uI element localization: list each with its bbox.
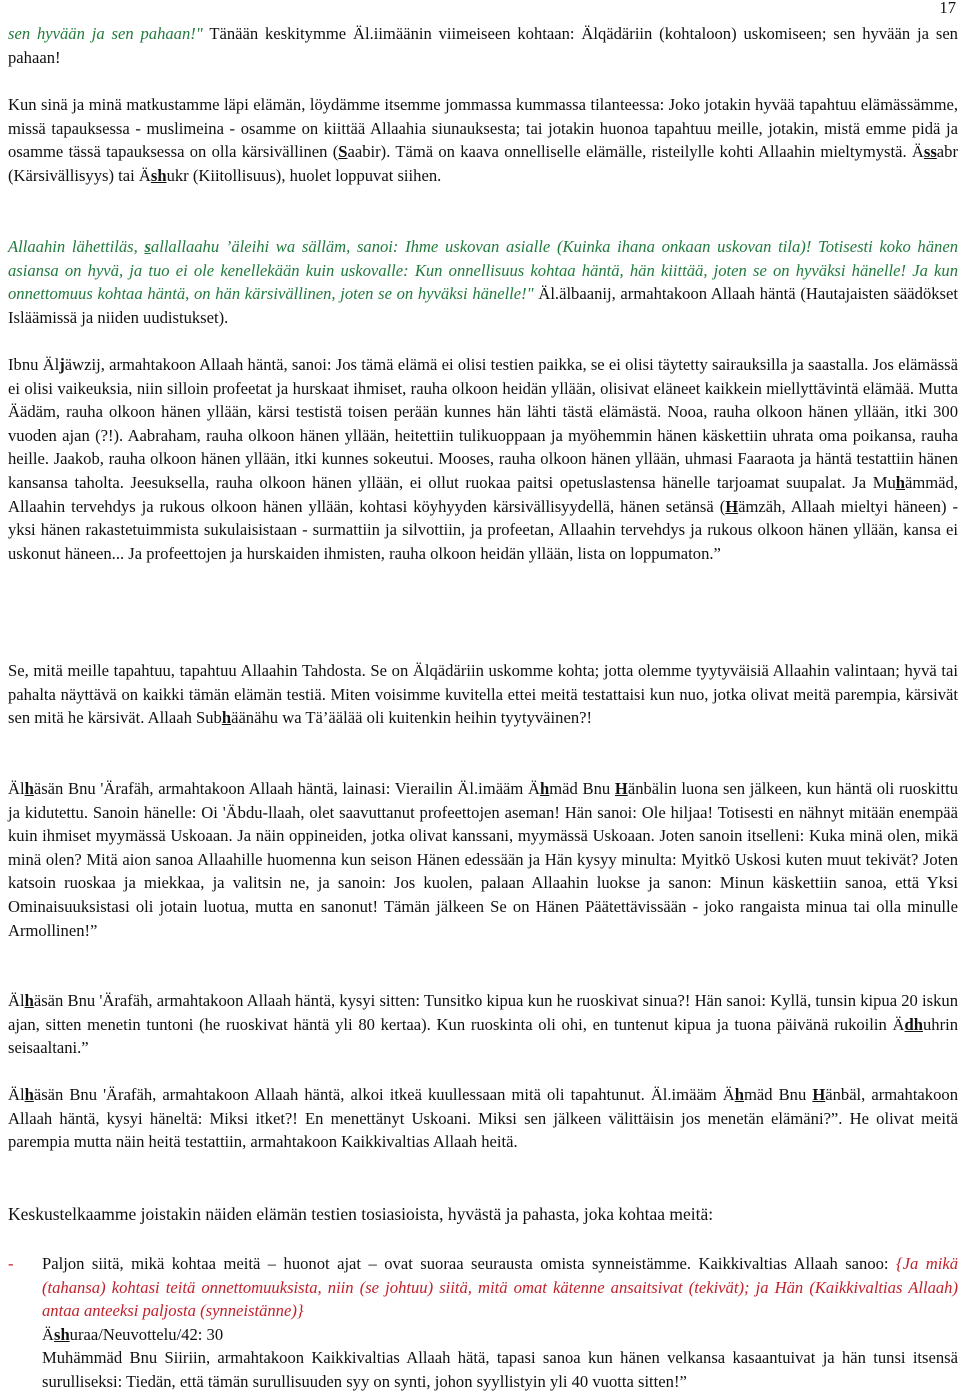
text: Äl.älbaanij, armahtakoon Allaah häntä (Hautajaisten säädökset Isläämissä ja niiden uudistukset). (8, 284, 958, 327)
text: äänähu wa Tä’äälää oli kuitenkin heihin tyytyväinen?! (231, 708, 593, 728)
text: mäd Bnu (743, 1085, 813, 1104)
underlined-letter: H (614, 779, 628, 798)
text: äwzij, armahtakoon Allaah häntä, sanoi: Jos tämä elämä ei olisi testien paikka, se ei olisi täytetty sairauksilla ja saastalla. Jos elämässä ei olisi vaikeuksia, niin silloin profeetat ja hurskaat ihmiset, rauha olkoon heidän yllään, olisivat eläneet kaikkein miellyttävintä elämää. Mutta Äädäm, rauha olkoon hänen yllään, kärsi testistä toisen perään kunnes hän lähti tästä elämästä. Nooa, rauha olkoon hänen yllään, itki 300 vuoden ajan (?!). Aabraham, rauha olkoon hänen yllään, heitettiin tulikuoppaan ja myöhemmin hänen käskettiin uhrata oma poikansa, rauha heille. Jaakob, rauha olkoon hänen yllään, itki kunnes sokeutui. Mooses, rauha olkoon hänen yllään, uhmasi Faaraota ja häntä testattiin hänen kansansa taholta. Jeesuksella, rauha olkoon hänen yllään, ei ollut ruokaa paitsi opetuslastensa hänelle tarjoamat suupalat. Ja Mu (8, 355, 958, 492)
underlined-letter: h (221, 708, 232, 728)
text: änbälin luona sen jälkeen, kun häntä oli ruoskittu ja kidutettu. Sanoin hänelle: Oi 'Äbdu-llaah, olet saavuttanut profeettojen aseman! Hän sanoi: Ole hiljaa! Totisesti en nähnyt mitään enempää kuin ihmiset myymässä Uskoaan. Ja näin oppineiden, jotka olivat kanssani, myymässä Uskoaan. Joten sanoin itselleni: Kuka minä olen, mikä minä olen? Mitä aion sanoa Allaahille huomenna kun seison Hänen edessään ja Hän kysyy minulta: Myitkö Uskosi kuten muut tekivät? Joten katsoin ruoskaa ja miekkaa, ja valitsin ne, ja sanoin: Jos kuolen, palaan Allaahin luokse ja sanon: Minun käskettiin sanoa, että Yksi Ominaisuuksistasi oli jotain luotua, mutta en sanonut! Tämän jälkeen Se on Hänen Päätettävissään - joko rangaista minua tai olla minulle Armollinen!” (8, 779, 958, 940)
underlined-letter: h (540, 779, 550, 798)
text: Äl (8, 1085, 25, 1104)
hadith-quote: Allaahin lähettiläs, (8, 237, 145, 256)
underlined-letter: H (725, 496, 739, 516)
underlined-letter: j (59, 355, 65, 374)
text: Ibnu Äl (8, 355, 60, 374)
underlined-letter: h (734, 1085, 744, 1104)
underlined-letter: h (24, 991, 34, 1010)
text: Ä (42, 1324, 54, 1344)
paragraph-5 (8, 777, 958, 942)
quote-end: sen hyvään ja sen pahaan!" (8, 24, 203, 43)
paragraph-8: Keskustelkaamme joistakin näiden elämän testien tosiasioista, hyvästä ja pahasta, joka kohtaa meitä: (8, 1204, 714, 1224)
paragraph-2 (8, 235, 958, 329)
text: uhrin seisaaltani.” (8, 1014, 958, 1058)
list-item-body (42, 1252, 958, 1394)
paragraph-3 (8, 353, 958, 565)
text: Paljon siitä, mikä kohtaa meitä – huonot ajat – ovat suoraa seurausta omista synneistämme. Kaikkivaltias Allaah sanoo: (42, 1254, 896, 1273)
text: Se, mitä meille tapahtuu, tapahtuu Allaahin Tahdosta. Se on Älqädäriin uskomme kohta; jotta olemme tyytyväisiä Allaahin valintaan; hyvä tai pahalta näyttävä on kaikki tämän elämän testiä. Miten voisimme kuvitella ettei meitä testattaisi kun nuo, jotka olivat meitä parempia, kärsivät sen mitä he kärsivät. Allaah Sub (8, 661, 958, 728)
bullet-list (8, 1252, 958, 1394)
text: äsän Bnu 'Ärafäh, armahtakoon Allaah häntä, lainasi: Vierailin Äl.imääm Ä (33, 779, 541, 798)
list-item (8, 1252, 958, 1394)
underlined-letter: S (338, 142, 348, 162)
page-number: 17 (939, 0, 956, 17)
underlined-letter: dh (904, 1014, 923, 1034)
underlined-letter: sh (150, 165, 167, 185)
paragraph-4 (8, 659, 958, 730)
text: Tänään keskitymme Äl.iimäänin viimeiseen kohtaan: Älqädäriin (kohtaloon) uskomiseen; sen hyvään ja sen pahaan! (8, 24, 958, 67)
text: Äl (8, 991, 25, 1010)
text: ämzäh, Allaah mieltyi häneen) - yksi hänen rakastetuimmista sukulaisistaan - surmattiin ja silvottiin, ja profeetan, Allaahin tervehdys ja rukous olkoon hänen yllään, kansa ei uskonut häneen... Ja profeettojen ja hurskaiden ihmisten, rauha olkoon heidän yllään, lista on loppumaton.” (8, 496, 958, 563)
paragraph-1 (8, 93, 958, 187)
text: abr (Kärsivällisyys) tai Ä (8, 142, 958, 185)
hadith-quote: allallaahu ’äleihi wa sälläm, sanoi: Ihme uskovan asialle (Kuinka ihana onkaan uskovan tila)! Totisesti koko hänen asiansa on hyvä, ja tuo ei ole kenellekään kuin uskovalle: Kun onnellisuus kohtaa häntä, hän kiittää, joten se on hyväksi hänelle! Ja kun onnettomuus kohtaa häntä, on hän kärsivällinen, joten se on hyväksi hänelle!" (8, 237, 958, 304)
paragraph-7 (8, 1083, 958, 1154)
text: änbäl, armahtakoon Allaah häntä, kysyi häneltä: Miksi itket?! En menettänyt Uskoani. Miksi sen jälkeen välittäisin jos menetän elämäni?”. He olivat meitä parempia mutta näin heitä testattiin, armahtakoon Kaikkivaltias Allaah heitä. (8, 1085, 958, 1152)
text: Äl (8, 779, 25, 798)
paragraph-6 (8, 989, 958, 1060)
text: äsän Bnu 'Ärafäh, armahtakoon Allaah häntä, alkoi itkeä kuullessaan mitä oli tapahtunut. Äl.imääm Ä (33, 1085, 735, 1104)
quote-reference: uraa/Neuvottelu/42: 30 (69, 1324, 224, 1344)
paragraph-0 (8, 22, 958, 69)
underlined-letter: ss (923, 142, 937, 162)
text: ämmäd, Allaahin tervehdys ja rukous olkoon hänen yllään, kohtasi köyhyyden kärsivällisyydellä, hänen setänsä ( (8, 472, 958, 516)
underlined-letter: h (24, 1085, 34, 1104)
text: Kun sinä ja minä matkustamme läpi elämän, löydämme itsemme jommassa kummassa tilanteessa: Joko jotakin hyvää tapahtuu elämässämme, missä tapauksessa - muslimeina - osamme on kiittää Allaahia siunauksesta; tai jotakin huonoa tapahtuu meille, jotakin, mistä emme pidä ja osamme tässä tapauksessa on olla kärsivällinen ( (8, 95, 958, 162)
text: äsän Bnu 'Ärafäh, armahtakoon Allaah häntä, kysyi sitten: Tunsitko kipua kun he ruoskivat sinua?! Hän sanoi: Kyllä, tunsin kipua 20 iskun ajan, sitten menetin tuntoni (he ruoskivat häntä yli 80 kertaa). Kun ruoskinta oli ohi, en tuntenut kipua ja tuona päivänä rukoilin Ä (8, 991, 958, 1034)
quran-quote: {Ja mikä (tahansa) kohtasi teitä onnettomuuksista, niin (se johtuu) siitä, mitä omat kätenne ansaitsivat (tekivät); ja Hän (Kaikkivaltias Allaah) antaa anteeksi paljosta (synneistänne)} (42, 1254, 958, 1321)
underlined-letter: h (895, 472, 905, 492)
text: aabir). Tämä on kaava onnelliselle elämälle, risteilylle kohti Allaahin mieltymystä. Ä (347, 142, 924, 162)
underlined-letter: sh (53, 1324, 70, 1344)
text: Muhämmäd Bnu Siiriin, armahtakoon Kaikkivaltias Allaah hätä, tapasi sanoa kun hänen velkansa kasaantuivat ja hän tunsi itsensä surulliseksi: Tiedän, että tämän surullisuuden syy on synti, johon syyllistyin yli 40 vuotta sitten!” (42, 1348, 958, 1391)
underlined-letter: s (144, 237, 151, 256)
underlined-letter: h (24, 779, 34, 798)
text: ukr (Kiitollisuus), huolet loppuvat siihen. (166, 165, 442, 185)
bullet-dash: - (8, 1254, 14, 1273)
text: mäd Bnu (549, 779, 615, 798)
underlined-letter: H (812, 1085, 826, 1104)
